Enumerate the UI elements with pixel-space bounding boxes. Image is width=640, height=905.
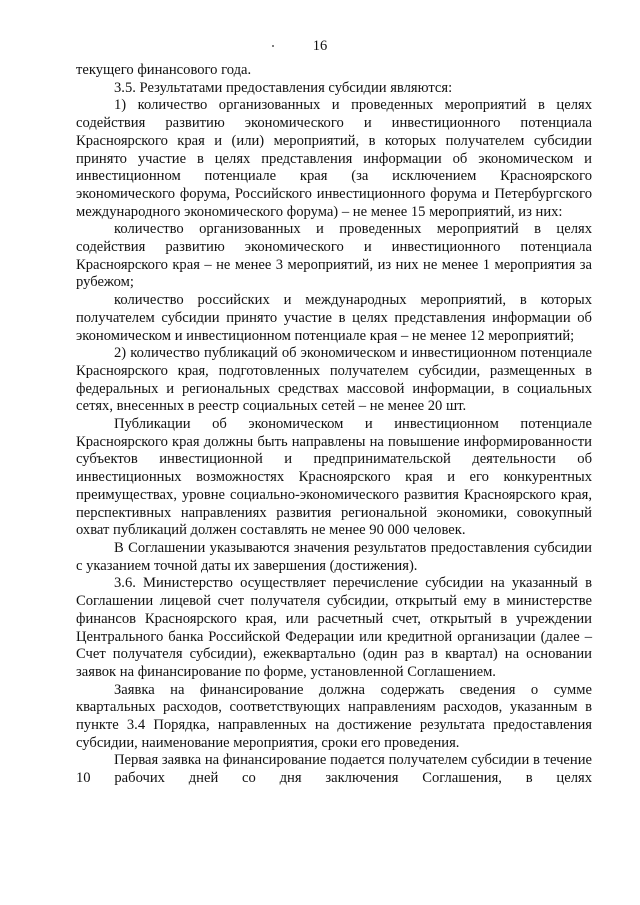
paragraph-result-1-sub-a: количество организованных и проведенных мероприятий в целях содействия развитию экономического и инвестиционного потенциала Красноярского края – не менее 3 мероприятий, из них не менее 1 мероприятия за рубежом;	[76, 221, 592, 291]
paragraph-result-1-sub-b: количество российских и международных мероприятий, в которых получателем субсидии принято участие в целях представления информации об экономическом и инвестиционном потенциале края – не менее 12 мероприятий;	[76, 292, 592, 344]
paragraph-result-2: 2) количество публикаций об экономическом и инвестиционном потенциале Красноярского края, подготовленных получателем субсидии, размещенных в федеральных и региональных средствах массовой информации, в социальных сетях, внесенных в реестр социальных сетей – не менее 20 шт.	[76, 345, 592, 415]
scan-speck	[272, 45, 274, 47]
paragraph-result-1: 1) количество организованных и проведенных мероприятий в целях содействия развитию экономического и инвестиционного потенциала Красноярского края и (или) мероприятий, в которых получателем субсидии принято участие в целях представления информации об экономическом и инвестиционном потенциале края (за исключением Красноярского экономического форума, Российского инвестиционного форума и Петербургского международного экономического форума) – не менее 15 мероприятий, из них:	[76, 97, 592, 220]
paragraph-3-5-heading: 3.5. Результатами предоставления субсидии являются:	[114, 79, 453, 96]
paragraph-funding-request: Заявка на финансирование должна содержать сведения о сумме квартальных расходов, соответствующих направлениям расходов, указанным в пункте 3.4 Порядка, направленных на достижение результата предоставления субсидии, наименование мероприятия, сроки его проведения.	[76, 681, 592, 751]
document-body	[76, 62, 592, 788]
page-number: 16	[312, 38, 328, 54]
paragraph-3-6: 3.6. Министерство осуществляет перечисление субсидии на указанный в Соглашении лицевой счет получателя субсидии, открытый ему в министерстве финансов Красноярского края, или расчетный счет, открытый в учреждении Центрального банка Российской Федерации или кредитной организации (далее – Счет получателя субсидии), ежеквартально (один раз в квартал) на основании заявок на финансирование по форме, установленной Соглашением.	[76, 575, 592, 680]
paragraph-first-request: Первая заявка на финансирование подается получателем субсидии в течение 10 рабочих дней со дня заключения Соглашения, в целях	[76, 752, 592, 787]
paragraph-agreement-values: В Соглашении указываются значения результатов предоставления субсидии с указанием точной даты их завершения (достижения).	[76, 539, 592, 574]
paragraph-publications: Публикации об экономическом и инвестиционном потенциале Красноярского края должны быть направлены на повышение информированности субъектов инвестиционной и предпринимательской деятельности об инвестиционных возможностях Красноярского края и его конкурентных преимуществах, уровне социально-экономического развития Красноярского края, перспективных направлениях развития региональной экономики, совокупный охват публикаций должен составлять не менее 90 000 человек.	[76, 416, 592, 539]
paragraph-continuation: текущего финансового года.	[76, 62, 252, 78]
